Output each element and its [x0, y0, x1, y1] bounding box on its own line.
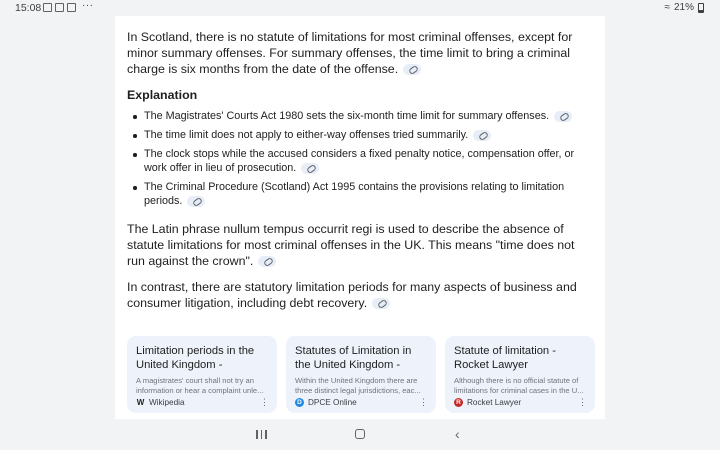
source-card-rocket-lawyer[interactable]	[445, 336, 595, 413]
contrast-paragraph	[127, 280, 587, 312]
source-snippet: A magistrates' court shall not try an information or hear a complaint unle...	[136, 376, 264, 395]
wikipedia-icon: W	[136, 398, 145, 407]
source-site: Wikipedia	[149, 398, 185, 407]
image-icon	[43, 3, 52, 12]
list-item-text: The clock stops while the accused considers a fixed penalty notice, compensation offer, or work offer in lieu of prosecution.	[144, 148, 575, 174]
source-title[interactable]: Statutes of Limitation in the United Kingdom -	[295, 345, 412, 371]
citation-link-icon[interactable]	[187, 196, 205, 207]
recents-button[interactable]	[256, 430, 267, 439]
recents-bar-icon	[265, 430, 267, 439]
source-site: DPCE Online	[308, 398, 357, 407]
source-footer	[136, 398, 185, 407]
source-footer	[295, 398, 357, 407]
source-site: Rocket Lawyer	[467, 398, 522, 407]
citation-link-icon[interactable]	[403, 64, 421, 75]
navigation-bar	[0, 419, 720, 450]
source-cards	[127, 336, 595, 413]
recents-bar-icon	[256, 430, 258, 439]
notification-icons	[43, 3, 76, 12]
explanation-list	[127, 109, 587, 213]
more-options-icon[interactable]: ⋮	[578, 397, 587, 407]
more-options-icon[interactable]: ⋮	[419, 397, 428, 407]
recents-bar-icon	[261, 430, 263, 439]
list-item	[127, 128, 587, 142]
latin-paragraph	[127, 222, 587, 269]
ai-answer-card	[115, 16, 605, 419]
status-bar	[0, 0, 720, 16]
source-title[interactable]: Statute of limitation - Rocket Lawyer	[454, 345, 556, 371]
citation-link-icon[interactable]	[301, 163, 319, 174]
latin-paragraph-text: The Latin phrase nullum tempus occurrit regi is used to describe the absence of statute limitations for most criminal offenses in the UK. This means "time does not run against the crown".	[127, 222, 575, 268]
calendar-icon	[67, 3, 76, 12]
rocket-lawyer-icon: R	[454, 398, 463, 407]
home-button[interactable]	[355, 429, 365, 439]
contrast-paragraph-text: In contrast, there are statutory limitation periods for many aspects of business and consumer litigation, including debt recovery.	[127, 280, 577, 310]
list-item	[127, 147, 587, 175]
explanation-heading: Explanation	[127, 88, 198, 102]
battery-level: 21%	[673, 2, 694, 13]
more-notifications-icon: ···	[82, 0, 94, 11]
citation-link-icon[interactable]	[258, 256, 276, 267]
more-options-icon[interactable]: ⋮	[260, 397, 269, 407]
answer-intro	[127, 30, 587, 77]
source-snippet: Although there is no official statute of limitations for criminal cases in the U...	[454, 376, 584, 395]
list-item-text: The Magistrates' Courts Act 1980 sets the six-month time limit for summary offenses.	[144, 110, 550, 122]
source-card-wikipedia[interactable]	[127, 336, 277, 413]
status-time: 15:08	[15, 2, 42, 14]
gallery-icon	[55, 3, 64, 12]
list-item-text: The Criminal Procedure (Scotland) Act 1995 contains the provisions relating to limitation periods.	[144, 181, 565, 207]
answer-intro-text: In Scotland, there is no statute of limitations for most criminal offenses, except for minor summary offenses. For summary offenses, the time limit to bring a criminal charge is six months from the date of the offense.	[127, 30, 573, 76]
citation-link-icon[interactable]	[554, 111, 572, 122]
citation-link-icon[interactable]	[372, 298, 390, 309]
back-button[interactable]: ‹	[455, 426, 460, 442]
source-snippet: Within the United Kingdom there are three distinct legal jurisdictions, eac...	[295, 376, 421, 395]
source-card-dpce[interactable]	[286, 336, 436, 413]
dpce-icon: D	[295, 398, 304, 407]
list-item	[127, 109, 587, 123]
battery-icon	[698, 3, 704, 13]
list-item	[127, 180, 587, 208]
source-footer	[454, 398, 521, 407]
source-title[interactable]: Limitation periods in the United Kingdom -	[136, 345, 255, 371]
wifi-icon: ≈	[664, 2, 670, 13]
citation-link-icon[interactable]	[473, 130, 491, 141]
status-right	[664, 2, 704, 13]
list-item-text: The time limit does not apply to either-way offenses tried summarily.	[144, 129, 469, 141]
